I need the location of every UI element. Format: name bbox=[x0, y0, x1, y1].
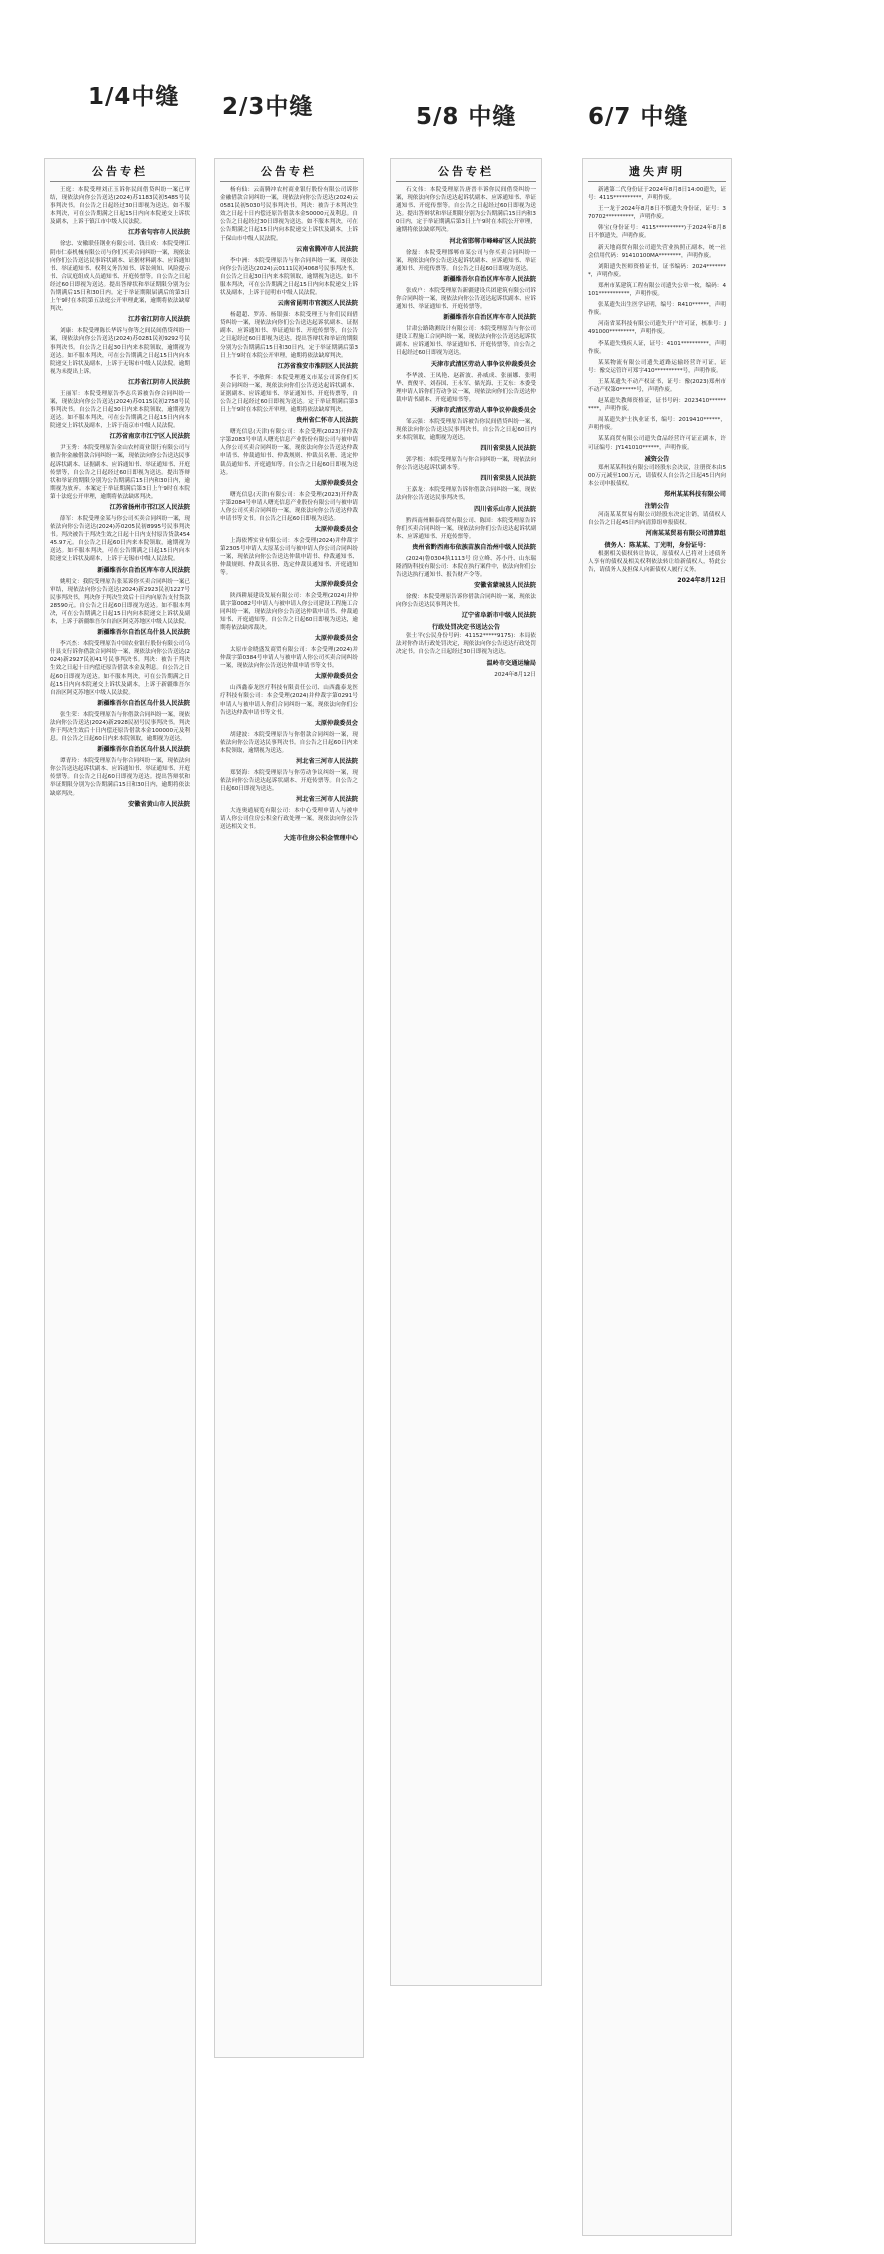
issuer-name: 四川省荣县人民法院 bbox=[480, 445, 536, 453]
notice-text: 郑州某某科技有限公司经股东会决议，注册资本由500万元减至100万元，请债权人自公告之日起45日内向本公司申报债权。 bbox=[588, 464, 726, 487]
notice-block bbox=[588, 378, 726, 394]
issuer-name: 云南省昆明市官渡区人民法院 bbox=[277, 300, 358, 308]
notice-block bbox=[588, 359, 726, 375]
notice-text: 河南某某贸易有限公司经股东决定注销，请债权人自公告之日起45日内向清算组申报债权。 bbox=[588, 511, 726, 526]
issuer-name: 四川省乐山市人民法院 bbox=[474, 505, 536, 513]
column-body bbox=[50, 186, 190, 809]
notice-block bbox=[220, 374, 358, 425]
issuer-name: 河北省邯郸市峰峰矿区人民法院 bbox=[449, 237, 536, 245]
notice-block bbox=[50, 240, 190, 324]
issuer-name: 河南某某贸易有限公司清算组 bbox=[645, 530, 726, 538]
issuer-name: 江苏省南京市江宁区人民法院 bbox=[109, 433, 190, 441]
fold-label-col2: 2/3中缝 bbox=[222, 94, 314, 120]
issuer-name: 江苏省江阴市人民法院 bbox=[128, 378, 190, 386]
notice-text: 王一龙于2024年8月8日不慎遗失身份证，证号：370702**********，声明作废。 bbox=[588, 206, 726, 221]
issuer-name: 云南省腾冲市人民法院 bbox=[296, 245, 358, 253]
notice-text: 大连奥通展览有限公司：本中心受理申请人与被申请人你公司住房公积金行政处理一案，现依法向你公告送达相关文书。 bbox=[220, 808, 358, 831]
notice-block bbox=[50, 327, 190, 387]
issuer-name: 太原仲裁委员会 bbox=[314, 526, 358, 534]
notice-title: 注销公告 bbox=[644, 502, 670, 510]
notice-text: 某某物流有限公司遗失道路运输经营许可证，证号：豫交运管许可郑字410**********号，声明作废。 bbox=[588, 359, 726, 374]
notice-text: 杨有仙：云南腾冲农村商业银行股份有限公司诉你金融借款合同纠纷一案，现依法向你公告送达(2024)云0581民初5030号民事判决书。判决：被告于本判决生效之日起十日内偿还原告借款本金50000元及利息。自公告之日起经过30日即视为送达。如不服本判决，可在公告期满之日起15日内向本院递交上诉状及副本，上诉于保山市中级人民法院。 bbox=[220, 187, 358, 242]
notice-text: 李长平、李敏辉：本院受理遵义市某公司诉你们买卖合同纠纷一案，现依法向你们公告送达起诉状副本、证据副本、应诉通知书、举证通知书、开庭传票等，自公告之日起经过60日即视为送达。定于举证期满后第3日上午9时在本院公开审理，逾期将依法缺席判决。 bbox=[220, 374, 358, 414]
notice-block bbox=[50, 711, 190, 754]
notice-block bbox=[396, 456, 536, 483]
notice-block bbox=[396, 418, 536, 453]
notice-text: 张生荣：本院受理原告与你借款合同纠纷一案，现依法向你公告送达(2024)新2928民初号民事判决书。判决你于判决生效后十日内偿还原告借款本金100000元及利息。自公告之日起60日内来本院领取，逾期视为送达。 bbox=[50, 711, 190, 743]
notice-text: 邹云强：本院受理原告诉被告你民间借贷纠纷一案，现依法向你公告送达民事判决书。自公告之日起60日内来本院领取，逾期视为送达。 bbox=[396, 418, 536, 442]
notice-text: 新港第二代身份证于2024年8月8日14:00遗失，证号：4115**********，声明作废。 bbox=[588, 187, 726, 202]
notice-text: 石文伟：本院受理原告唐晋丰诉你民间借贷纠纷一案，现依法向你公告送达起诉状副本、应诉通知书、举证通知书、开庭传票等。自公告之日起经过60日即视为送达。提出答辩状和举证期限分别为公告期满后15日内和30日内，定于举证期满后第3日上午9时在本院公开审理，逾期将依法缺席判决。 bbox=[396, 187, 536, 234]
notice-text: 新天地商贸有限公司遗失营业执照正副本，统一社会信用代码：91410100MA********，声明作废。 bbox=[588, 244, 726, 259]
issuer-name: 贵州省仁怀市人民法院 bbox=[296, 417, 358, 425]
notice-text: 山西鑫泰龙医疗科技有限责任公司、山西鑫泰龙医疗科技有限公司：本会受理(2024)并仲裁字第0291号申请人与被申请人你们合同纠纷一案，现依法向你们公告送达仲裁申请书等文书。 bbox=[220, 685, 358, 716]
column-body bbox=[396, 186, 536, 668]
notice-block bbox=[588, 205, 726, 221]
notice-text: 杨超超、罗涛、杨银强：本院受理王与你们民间借贷纠纷一案，现依法向你们公告送达起诉状副本、证据副本、应诉通知书、举证通知书、开庭传票等，自公告之日起经过60日即视为送达。提出答辩状和举证的期限分别为公告期满后15日和30日内，定于举证期满后第3日上午9时在本院公开审理，逾期将依法缺席判决。 bbox=[220, 312, 358, 359]
issuer-name: 江苏省句容市人民法院 bbox=[128, 229, 190, 237]
notice-block bbox=[588, 244, 726, 260]
fold-label-col1: 1/4中缝 bbox=[88, 84, 180, 110]
notice-block bbox=[588, 416, 726, 432]
notice-text: 刘康：本院受理陈长华诉与你等之间民间借贷纠纷一案，现依法向你公告送达(2024)苏0281民初9292号民事判决书。自公告之日起30日内来本院领取，逾期视为送达。如不服本判决，可在公告期满之日起15日内向本院递交上诉状及副本，上诉于无锡市中级人民法院。逾期视为未提出上诉。 bbox=[50, 328, 190, 375]
notice-block bbox=[396, 555, 536, 590]
notice-text: 周某遗失护士执业证书，编号：2019410******，声明作废。 bbox=[588, 417, 726, 432]
notice-block bbox=[588, 340, 726, 356]
notice-block bbox=[396, 372, 536, 415]
notice-text: 刘阳遗失医师资格证书，证书编码：2024********，声明作废。 bbox=[588, 263, 726, 278]
notice-text: 王嘉龙：本院受理原告诉你借款合同纠纷一案，现依法向你公告送达民事判决书。 bbox=[396, 487, 536, 502]
notice-block bbox=[50, 186, 190, 237]
notice-block bbox=[50, 578, 190, 638]
notice-column-1 bbox=[44, 158, 196, 2244]
notice-text: 徐磊：本院受理邯郸市某公司与你买卖合同纠纷一案，现依法向你公告送达起诉状副本、应诉通知书、举证通知书、开庭传票等。自公告之日起60日即视为送达。 bbox=[396, 249, 536, 272]
issuer-name: 江苏省扬州市邗江区人民法院 bbox=[109, 504, 190, 511]
notice-block bbox=[50, 390, 190, 441]
issuer-name: 安徽省蒙城县人民法院 bbox=[474, 582, 536, 590]
notice-text: 郑贤海：本院受理原告与你劳动争议纠纷一案，现依法向你公告送达起诉状副本、开庭传票等。自公告之日起60日即视为送达。 bbox=[220, 769, 358, 793]
notice-block bbox=[396, 517, 536, 552]
issuer-name: 江苏省淮安市淮阴区人民法院 bbox=[277, 362, 358, 370]
notice-text: 某某商贸有限公司遗失食品经营许可证正副本，许可证编号：JY141010******，声明作废。 bbox=[588, 436, 726, 451]
notice-block bbox=[220, 311, 358, 371]
notice-block bbox=[396, 186, 536, 246]
notice-block bbox=[588, 224, 726, 240]
notice-text: 赵某遗失教师资格证，证书号码：2023410**********，声明作废。 bbox=[588, 398, 726, 413]
notice-column-3 bbox=[390, 158, 542, 1986]
notice-block bbox=[220, 257, 358, 308]
notice-block bbox=[50, 757, 190, 808]
notice-text: 王庭：本院受理刘正玉诉你民间借贷纠纷一案已审结，现依法向你公告送达(2024)苏1183民初5485号民事判决书。自公告之日起经过30日即视为送达。如不服本判决，可在公告期满之日起15日内向本院递交上诉状及副本，上诉于镇江市中级人民法院。 bbox=[50, 187, 190, 226]
issuer-name: 江苏省江阴市人民法院 bbox=[128, 316, 190, 324]
notice-text: 黔西南州顺泰商贸有限公司、陈国：本院受理原告诉你们买卖合同纠纷一案，现依法向你们公告送达起诉状副本、应诉通知书、开庭传票等。 bbox=[396, 517, 536, 540]
notice-block bbox=[588, 186, 726, 202]
issuer-name: 河北省三河市人民法院 bbox=[296, 796, 358, 804]
notice-block bbox=[588, 320, 726, 336]
notice-title: 债务人：陈某某、丁光明，身份证号： bbox=[604, 542, 710, 550]
column-header: 公告专栏 bbox=[220, 163, 358, 182]
notice-block bbox=[588, 435, 726, 451]
issuer-name: 辽宁省阜新市中级人民法院 bbox=[461, 612, 536, 620]
notice-block bbox=[50, 515, 190, 575]
notice-block bbox=[220, 646, 358, 681]
notice-text: 甘肃公路勘测设计有限公司：本院受理原告与你公司建设工程施工合同纠纷一案，现依法向你公告送达起诉状副本、应诉通知书、举证通知书、开庭传票等，自公告之日起经过60日即视为送达。 bbox=[396, 326, 536, 357]
notice-text: 曙光信息(天津)有限公司：本会受理(2023)开仲裁字第2084号申请人曙光信息产业股份有限公司与被申请人你公司买卖合同纠纷一案，现依法向你公告送达仲裁申请书等文书。自公告之日起60日即视为送达。 bbox=[220, 491, 358, 522]
notice-block bbox=[220, 731, 358, 766]
notice-block bbox=[588, 301, 726, 317]
notice-text: 河南省某科技有限公司遗失开户许可证，核准号：J491000*********，声明作废。 bbox=[588, 321, 726, 336]
issuer-name: 天津市武清区劳动人事争议仲裁委员会 bbox=[430, 360, 536, 368]
notice-block bbox=[396, 486, 536, 513]
column-header: 公告专栏 bbox=[396, 163, 536, 182]
notice-block bbox=[396, 249, 536, 284]
notice-block bbox=[50, 444, 190, 512]
issuer-name: 大连市住房公积金管理中心 bbox=[283, 834, 358, 842]
issuer-name: 太原仲裁委员会 bbox=[314, 580, 358, 588]
issuer-name: 太原仲裁委员会 bbox=[314, 673, 358, 681]
column-footer-date: 2024年8月12日 bbox=[494, 671, 536, 678]
notice-block bbox=[588, 541, 726, 585]
notice-text: 韩宝(身份证号：4115**********)于2024年8月8日不慎遗失，声明作废。 bbox=[588, 225, 726, 240]
notice-text: 陕西耕展建设发展有限公司：本会受理(2024)并仲裁字第0082号申请人与被申请人你公司建设工程施工合同纠纷一案，现依法向你公告送达仲裁申请书、仲裁通知书、开庭通知等。自公告之日起60日即视为送达，逾期将依法缺席裁决。 bbox=[220, 592, 358, 631]
notice-text: 谭青玲：本院受理原告与你合同纠纷一案，现依法向你公告送达起诉状副本、应诉通知书、举证通知书、开庭传票等。自公告之日起60日即视为送达。提出答辩状和举证期限分别为公告期满后15日和30日内，逾期将依法缺席判决。 bbox=[50, 758, 190, 797]
column-header: 遗失声明 bbox=[588, 163, 726, 182]
notice-text: 李华波、王凤艳、赵新波、孙威成、张丽娜、张明华、贾俊平、刘春国、王永军、储光海、王艾东：本委受理申请人诉你们劳动争议一案，现依法向你们公告送达仲裁申请书副本、开庭通知书等。 bbox=[396, 372, 536, 403]
notice-block bbox=[220, 537, 358, 588]
issuer-name: 温岭市交通运输局 bbox=[486, 659, 536, 667]
issuer-name: 太原仲裁委员会 bbox=[314, 479, 358, 487]
notice-text: 胡建波：本院受理原告与你借款合同纠纷一案，现依法向你公告送达民事判决书。自公告之日起60日内来本院领取，逾期视为送达。 bbox=[220, 731, 358, 754]
notice-text: 王丽军：本院受理原告李志兵诉被告你合同纠纷一案，现依法向你公告送达(2024)苏0115民初2758号民事判决书。自公告之日起30日内来本院领取，逾期视为送达。如不服本判决，可在公告期满之日起15日内向本院递交上诉状及副本，上诉于南京市中级人民法院。 bbox=[50, 390, 190, 430]
fold-label-col4: 6/7 中缝 bbox=[588, 104, 689, 130]
issuer-name: 郑州某某科技有限公司 bbox=[664, 490, 726, 498]
notice-block bbox=[220, 428, 358, 488]
notice-block bbox=[220, 592, 358, 643]
notice-text: 徐忠、安徽联佳钢业有限公司、钱日成：本院受理江阴市仁泰机械有限公司与你们买卖合同纠纷一案，现依法向你们公告送达民事诉状副本、证据材料副本、应诉通知书、举证通知书、权利义务告知书、诉讼须知、风险提示书、合议庭组成人员通知书、开庭传票等。自公告之日起经过60日即视为送达。提出答辩状和举证期限分别为公告期满后15日和30日内。定于举证期限届满后的第3日上午9时在本院第五法庭公开审理此案，逾期将依法缺席判决。 bbox=[50, 241, 190, 313]
issuer-name: 新疆维吾尔自治区库车市人民法院 bbox=[97, 566, 190, 574]
notice-text: 姚明文：我院受理原告张某诉你买卖合同纠纷一案已审结，现依法向你公告送达(2024)新2923民初1227号民事判决书，判决你于判决生效后十日内向原告支付货款28590元。自公告之日起60日即视为送达。如不服本判决，可在公告期满之日起15日内向本院递交上诉状及副本，上诉于新疆维吾尔自治区阿克苏地区中级人民法院。 bbox=[50, 578, 190, 626]
notice-block bbox=[220, 186, 358, 254]
notice-text: 根据相关债权转让协议，原债权人已将对上述债务人享有的债权及相关权利依法转让给新债权人，特此公告，请债务人及担保人向新债权人履行义务。 bbox=[588, 551, 726, 574]
issuer-name: 四川省荣县人民法院 bbox=[480, 475, 536, 483]
issuer-name: 天津市武清区劳动人事争议仲裁委员会 bbox=[430, 406, 536, 414]
notice-block bbox=[588, 263, 726, 279]
notice-block bbox=[588, 455, 726, 499]
notice-block bbox=[396, 325, 536, 368]
notice-block bbox=[220, 684, 358, 727]
notice-block bbox=[220, 807, 358, 842]
notice-block bbox=[396, 593, 536, 620]
issuer-name: 2024年8月12日 bbox=[677, 577, 726, 585]
column-body bbox=[588, 186, 726, 585]
issuer-name: 太原仲裁委员会 bbox=[314, 719, 358, 727]
notice-text: (2024)鲁0304执1113号 房立峰、苏小丹、山东瑞隆消防科技有限公司：本院在执行案件中，依法向你们公告送达执行通知书、报告财产令等。 bbox=[396, 555, 536, 578]
notice-block bbox=[588, 502, 726, 538]
notice-text: 上海依博实业有限公司：本会受理(2024)并仲裁字第2305号申请人太原某公司与被申请人你公司合同纠纷一案，现依法向你公告送达仲裁申请书、仲裁通知书、仲裁规则、仲裁员名册、选定仲裁员通知书、开庭通知等。 bbox=[220, 538, 358, 577]
notice-text: 王某某遗失不动产权证书，证号：豫(2023)郑州市不动产权第0******号，声明作废。 bbox=[588, 378, 726, 393]
notice-block bbox=[588, 282, 726, 298]
notice-text: 薛军：本院受理金某与你公司买卖合同纠纷一案，现依法向你公告送达(2024)苏0205民初8995号民事判决书。判决被告于判决生效之日起十日内支付原告货款45445.97元。自公告之日起60日内来本院领取，逾期视为送达。如不服本判决，可在公告期满之日起15日内向本院递交上诉状及副本，上诉于无锡市中级人民法院。 bbox=[50, 516, 190, 563]
notice-block bbox=[588, 397, 726, 413]
issuer-name: 贵州省黔西南布依族苗族自治州中级人民法院 bbox=[412, 543, 536, 551]
notice-column-2 bbox=[214, 158, 364, 2058]
notice-text: 尹玉秀：本院受理原告金山农村商业银行有限公司与被告你金融借款合同纠纷一案，现依法向你公告送达民事起诉状副本、证据副本、应诉通知书、举证通知书、开庭传票等，自公告之日起经过60日即视为送达。提出答辩状和举证的期限分别为公告期满后15日内和30日内，逾期视为放弃。本案定于举证期满后第3日上午9时在本院第十法庭公开审理，逾期将依法缺席判决。 bbox=[50, 445, 190, 500]
notice-text: 张士平(公民身份号码：41152*****9175)：本局依法对你作出行政处罚决定，现依法向你公告送达行政处罚决定书。自公告之日起经过30日即视为送达。 bbox=[396, 633, 536, 656]
notice-block bbox=[220, 769, 358, 804]
column-header: 公告专栏 bbox=[50, 163, 190, 182]
notice-text: 徐俊：本院受理原告诉你借款合同纠纷一案，现依法向你公告送达民事判决书。 bbox=[396, 594, 536, 609]
notice-title: 减资公告 bbox=[644, 455, 670, 463]
notice-text: 张成户：本院受理原告新疆建设兵团建筑有限公司诉你合同纠纷一案，现依法向你公告送达起诉状副本、应诉通知书、举证通知书、开庭传票等。 bbox=[396, 287, 536, 311]
notice-title: 行政处罚决定书送达公告 bbox=[431, 624, 501, 632]
issuer-name: 太原仲裁委员会 bbox=[314, 635, 358, 643]
issuer-name: 安徽省黄山市人民法院 bbox=[128, 800, 190, 808]
issuer-name: 新疆维吾尔自治区乌什县人民法院 bbox=[97, 699, 190, 707]
notice-block bbox=[396, 287, 536, 322]
notice-text: 曙光信息(天津)有限公司：本会受理(2023)开仲裁字第2083号申请人曙光信息产业股份有限公司与被申请人你公司买卖合同纠纷一案，现依法向你公告送达仲裁申请书、仲裁通知书、仲裁规则、仲裁员名册、选定仲裁员通知书、开庭通知等。自公告之日起60日即视为送达。 bbox=[220, 429, 358, 476]
notice-text: 李兴杰：本院受理原告中国农业银行股份有限公司乌什县支行诉你借款合同纠纷一案，现依法向你公告送达(2024)新2927民初41号民事判决书。判决：被告于判决生效之日起十日内偿还原告借款本金及利息。自公告之日起60日即视为送达。如不服本判决，可在公告期满之日起15日内向本院递交上诉状及副本，上诉于新疆维吾尔自治区阿克苏地区中级人民法院。 bbox=[50, 641, 190, 696]
issuer-name: 新疆维吾尔自治区乌什县人民法院 bbox=[97, 629, 190, 637]
notice-text: 张某遗失出生医学证明，编号：R410******，声明作废。 bbox=[588, 302, 726, 317]
issuer-name: 新疆维吾尔自治区库车市人民法院 bbox=[443, 314, 536, 322]
notice-text: 郭学根：本院受理原告与你合同纠纷一案，现依法向你公告送达起诉状副本等。 bbox=[396, 457, 536, 472]
notice-text: 李中洲：本院受理原告与你合同纠纷一案，现依法向你公告送达(2024)云0111民初4068号民事判决书。自公告之日起30日内来本院领取，逾期视为送达。如不服本判决，可在公告期满之日起15日内向本院递交上诉状及副本，上诉于昆明市中级人民法院。 bbox=[220, 257, 358, 297]
issuer-name: 河北省三河市人民法院 bbox=[296, 757, 358, 765]
fold-label-col3: 5/8 中缝 bbox=[416, 104, 517, 130]
notice-block bbox=[396, 623, 536, 667]
column-body bbox=[220, 186, 358, 843]
issuer-name: 新疆维吾尔自治区乌什县人民法院 bbox=[97, 746, 190, 754]
issuer-name: 新疆维吾尔自治区库车市人民法院 bbox=[443, 275, 536, 283]
notice-column-4 bbox=[582, 158, 732, 2236]
notice-block bbox=[50, 640, 190, 708]
notice-block bbox=[220, 491, 358, 534]
notice-text: 郑州市某建筑工程有限公司遗失公章一枚，编码：4101***********，声明作废。 bbox=[588, 282, 726, 298]
notice-text: 李某遗失残疾人证，证号：4101**********，声明作废。 bbox=[588, 340, 726, 355]
notice-text: 太原市金晓盛发商贸有限公司：本会受理(2024)并仲裁字第0384号申请人与被申请人你公司买卖合同纠纷一案，现依法向你公告送达仲裁申请书等文书。 bbox=[220, 647, 358, 670]
